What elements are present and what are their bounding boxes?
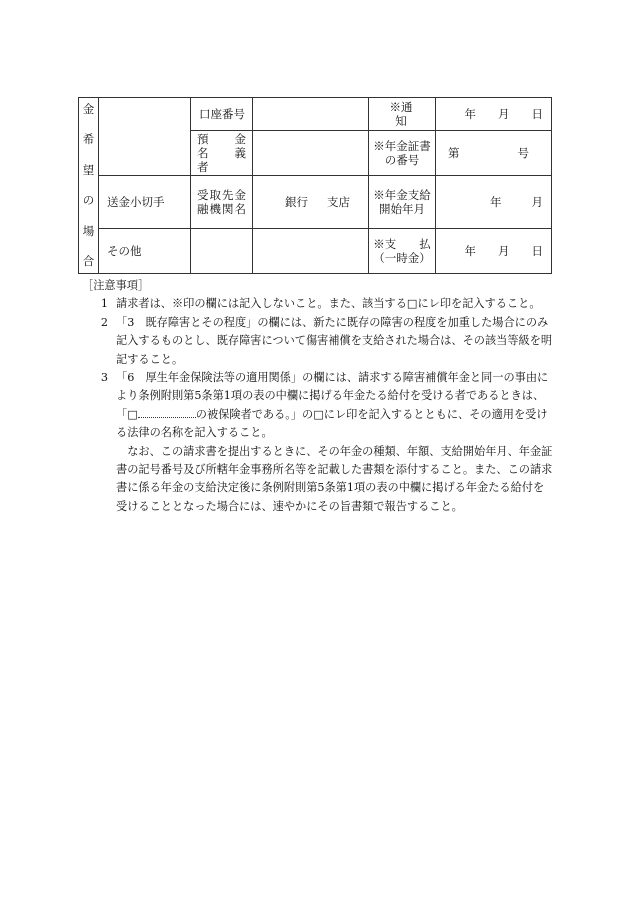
label-line: ※年金証書 [373, 139, 431, 153]
label-line: 名 義 者 [197, 146, 258, 174]
dotted-blank [138, 406, 196, 418]
note-supplement-text: なお、この請求書を提出するときに、その年金の種類、年額、支給開始年月、年金証書の記号番号及び所轄年金事務所名等を記載した書類を添付すること。また、この請求書に係る年金の支給決定後に条例附則第5条第1項の表の中欄に掲げる年金たる給付を受けることとなった場合には、速やかにその旨書類で報告すること。 [116, 444, 553, 513]
certificate-suffix: 号 [517, 146, 529, 160]
depositor-name-field[interactable] [253, 131, 369, 176]
date-day-unit: 日 [531, 244, 543, 258]
branch-unit: 支店 [327, 195, 350, 209]
date-month-unit: 月 [498, 244, 510, 258]
other-label-cell [191, 229, 253, 274]
table-row [79, 176, 552, 229]
method-other: その他 [99, 229, 191, 274]
date-month-unit: 月 [498, 107, 510, 121]
payment-start-label [369, 176, 436, 229]
note-number: 2 [100, 315, 108, 329]
label-line: の番号 [384, 153, 420, 167]
depositor-name-label [191, 131, 258, 176]
table-row [79, 229, 552, 274]
label-line: ※年金支給 [373, 188, 431, 202]
certificate-prefix: 第 [448, 146, 460, 160]
account-number-label: 口座番号 [191, 98, 253, 131]
date-year-unit: 年 [490, 195, 502, 209]
vertical-char: の [82, 193, 95, 208]
notification-label: ※通 知 [369, 98, 436, 131]
bank-unit: 銀行 [285, 195, 308, 209]
lump-sum-payment-date-field[interactable] [436, 229, 552, 274]
note-text [116, 369, 554, 443]
note-item [82, 314, 554, 369]
other-field[interactable] [253, 229, 369, 274]
vertical-char: 希 [82, 132, 95, 147]
notification-date-field[interactable] [436, 98, 552, 131]
note-text-part: の被保険者である。」の□にレ印を記入するとともに、その適用を受ける法律の名称を記入すること。 [116, 407, 548, 440]
notes-section [82, 277, 554, 516]
pension-certificate-number-label [369, 131, 436, 176]
account-number-field[interactable] [253, 98, 369, 131]
date-year-unit: 年 [464, 244, 476, 258]
vertical-char: 金 [82, 101, 95, 116]
table-row [79, 98, 552, 131]
method-cell-bank [99, 98, 191, 176]
payment-method-table [78, 97, 552, 274]
date-month-unit: 月 [531, 195, 543, 209]
note-item [82, 295, 554, 313]
payment-preference-vertical-label [79, 98, 99, 274]
vertical-char: 望 [82, 162, 95, 177]
date-day-unit: 日 [531, 107, 543, 121]
vertical-char: 合 [82, 254, 95, 269]
note-item [82, 369, 554, 443]
label-line: 受取先金 [197, 188, 246, 202]
label-line: （一時金） [373, 251, 431, 265]
note-supplement [82, 443, 554, 517]
note-text: 「3 既存障害とその程度」の欄には、新たに既存の障害の程度を加重した場合にのみ記入するものとし、既存障害について傷害補償を支給された場合は、その該当等級を明記すること。 [116, 315, 553, 366]
note-number: 3 [100, 371, 108, 385]
label-line: 預 金 [197, 132, 246, 146]
notes-heading: ［注意事項］ [82, 279, 150, 292]
vertical-char: 場 [82, 223, 95, 238]
method-remittance-check: 送金小切手 [99, 176, 191, 229]
payment-start-field[interactable] [436, 176, 552, 229]
lump-sum-payment-label [369, 229, 436, 274]
label-line: ※支 払 [373, 237, 431, 251]
receiving-bank-field[interactable] [253, 176, 369, 229]
pension-certificate-number-field[interactable] [436, 131, 552, 176]
label-line: 融機関名 [197, 202, 246, 216]
receiving-bank-label [191, 176, 253, 229]
note-number: 1 [100, 297, 108, 311]
date-year-unit: 年 [464, 107, 476, 121]
note-text: 請求者は、※印の欄には記入しないこと。また、該当する□にレ印を記入すること。 [116, 297, 541, 311]
note-text-part: 「6 厚生年金保険法等の適用関係」の欄には、請求する障害補償年金と同一の事由により条例附則第5条第1項の表の中欄に掲げる年金たる給付を受ける者であるときは、「□ [116, 371, 549, 421]
label-line: 開始年月 [379, 202, 425, 216]
